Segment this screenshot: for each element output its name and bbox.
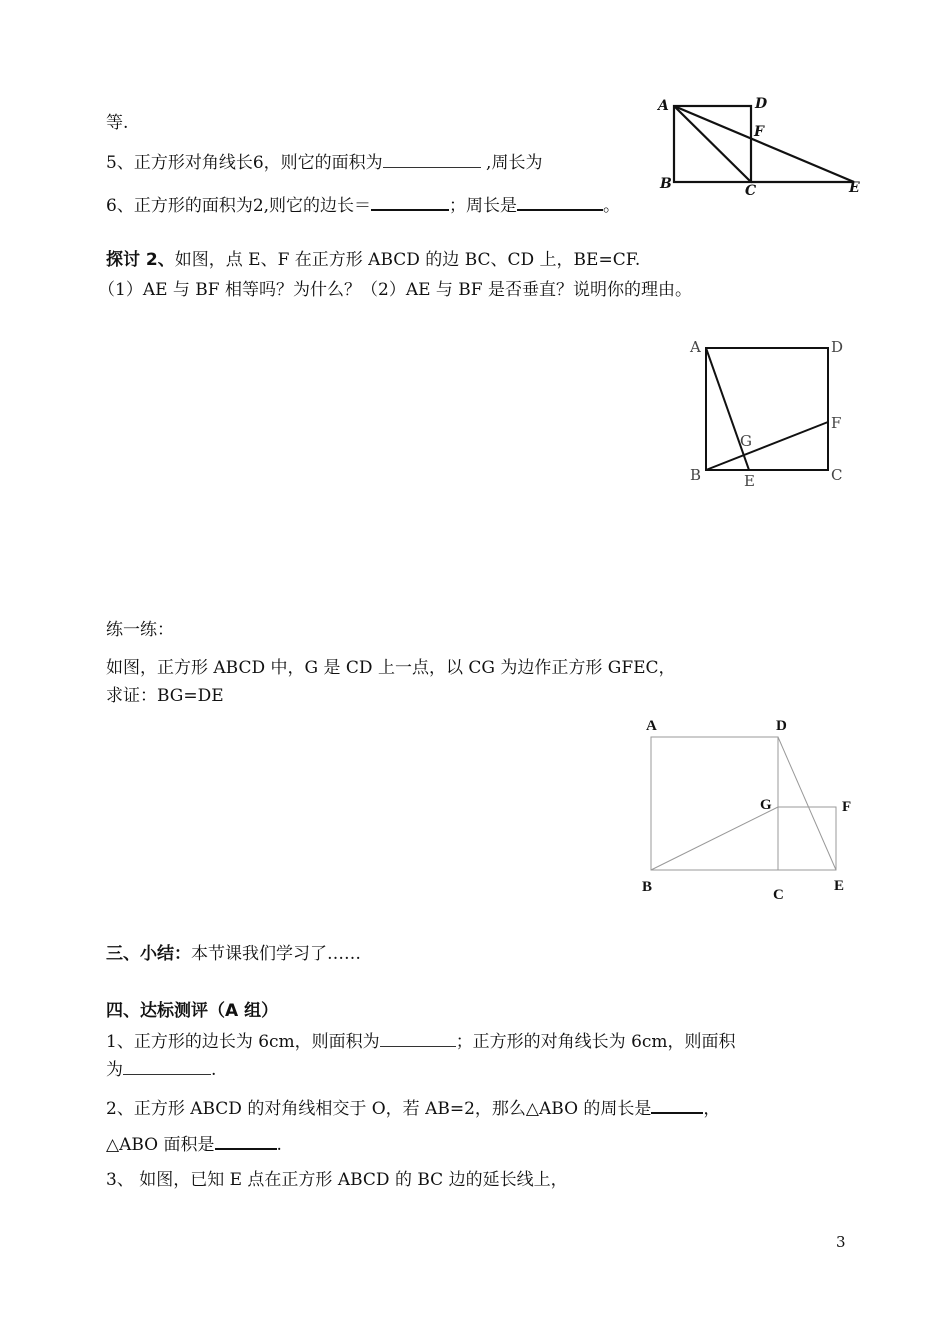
- label-c: C: [831, 466, 843, 484]
- answer-blank-area[interactable]: [383, 151, 481, 168]
- label-g: G: [760, 797, 772, 813]
- label-b: B: [642, 879, 653, 895]
- label-a: A: [658, 98, 669, 114]
- summary-section: 三、小结：本节课我们学习了……: [106, 944, 361, 964]
- discussion-2-questions: （1）AE 与 BF 相等吗？为什么？（2）AE 与 BF 是否垂直？说明你的理由。: [98, 280, 693, 300]
- assessment-q2: 2、正方形 ABCD 的对角线相交于 O，若 AB=2，那么△ABO 的周长是 ，: [106, 1096, 720, 1120]
- practice-problem: 如图，正方形 ABCD 中，G 是 CD 上一点，以 CG 为边作正方形 GFEC，: [106, 658, 676, 678]
- label-a: A: [646, 718, 657, 734]
- assessment-q3: 3、 如图，已知 E 点在正方形 ABCD 的 BC 边的延长线上，: [106, 1170, 568, 1190]
- question-6: 6、正方形的面积为2,则它的边长＝ ；周长是 。: [106, 193, 620, 217]
- label-d: D: [755, 96, 768, 112]
- question-5: 5、正方形对角线长6，则它的面积为 ,周长为: [106, 153, 543, 173]
- label-d: D: [831, 338, 844, 356]
- answer-blank-q2-2[interactable]: [215, 1132, 277, 1150]
- label-b: B: [660, 176, 672, 192]
- assessment-q1-cont: 为 .: [106, 1060, 217, 1080]
- label-d: D: [776, 718, 787, 734]
- label-a: A: [690, 338, 701, 356]
- answer-blank-q2-1[interactable]: [651, 1096, 703, 1114]
- label-c: C: [773, 887, 784, 903]
- label-e: E: [834, 878, 845, 894]
- page-number: 3: [836, 1233, 846, 1251]
- figure-square-ae-bf: [680, 330, 860, 500]
- practice-prove: 求证：BG=DE: [106, 686, 224, 706]
- label-b: B: [690, 466, 702, 484]
- label-g: G: [740, 432, 752, 450]
- assessment-q1: 1、正方形的边长为 6cm，则面积为 ；正方形的对角线长为 6cm，则面积: [106, 1032, 736, 1052]
- practice-heading: 练一练：: [106, 620, 174, 640]
- discussion-2: 探讨 2、如图，点 E、F 在正方形 ABCD 的边 BC、CD 上，BE=CF.: [106, 250, 641, 270]
- label-f: F: [831, 414, 842, 432]
- label-e: E: [849, 180, 860, 196]
- answer-blank-perimeter[interactable]: [517, 193, 603, 211]
- figure-square-triangle: [650, 90, 870, 200]
- label-f: F: [842, 799, 852, 815]
- label-e: E: [744, 472, 755, 490]
- continued-text: 等.: [106, 113, 129, 133]
- answer-blank-side[interactable]: [371, 193, 449, 211]
- label-c: C: [745, 183, 757, 199]
- answer-blank-q1-1[interactable]: [380, 1030, 456, 1047]
- answer-blank-q1-2[interactable]: [123, 1058, 211, 1075]
- figure-two-squares: [635, 710, 865, 905]
- assessment-title: 四、达标测评（A 组）: [106, 1001, 279, 1021]
- label-f: F: [754, 124, 764, 140]
- assessment-q2-cont: △ABO 面积是 .: [106, 1132, 282, 1156]
